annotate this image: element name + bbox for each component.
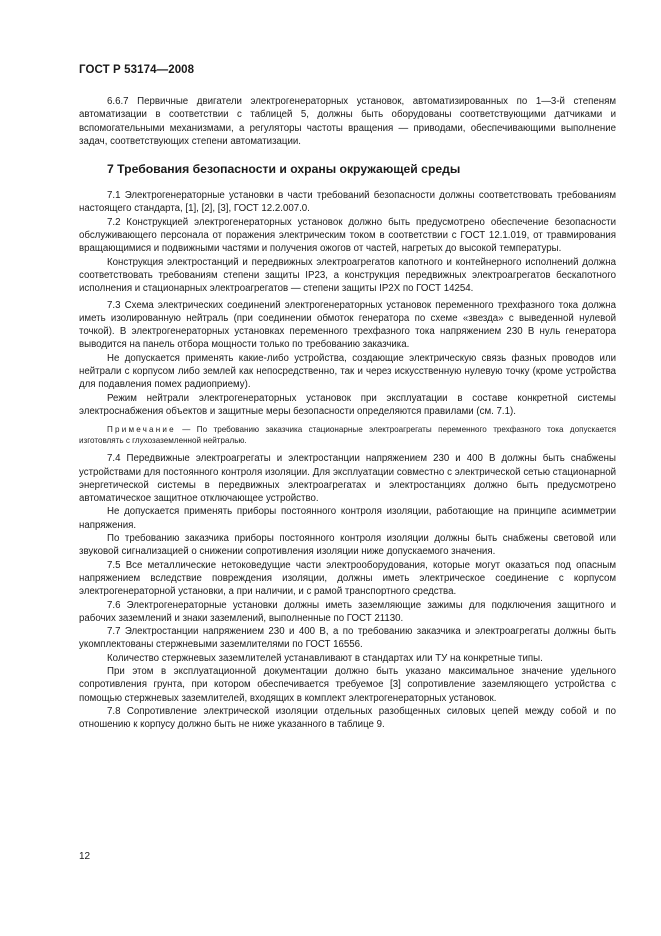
paragraph-7-4: 7.4 Передвижные электроагрегаты и электростанции напряжением 230 и 400 В должны быть снабжены устройствами для постоянного контроля изоляции. Для эксплуатации совместно с электрической сетью стационарной энергетической системы в передвижных электроагрегатах и электростанциях должно быть предусмотрено автоматическое защитное отключающее устройство.: [79, 453, 616, 505]
paragraph-7-2: 7.2 Конструкцией электрогенераторных установок должно быть предусмотрено обеспечение безопасности обслуживающего персонала от поражения электрическим током в соответствии с ГОСТ 12.1.019, от травмирования вращающимися и подвижными частями и получения ожогов от частей, нагретых до высокой температуры.: [79, 216, 616, 255]
note: [79, 424, 616, 446]
paragraph-7-3-c: Режим нейтрали электрогенераторных установок при эксплуатации в составе конкретной системы электроснабжения объектов и защитные меры безопасности определяются правилами (см. 7.1).: [79, 392, 616, 417]
paragraph-7-1: 7.1 Электрогенераторные установки в части требований безопасности должны соответствовать требованиям настоящего стандарта, [1], [2], [3], ГОСТ 12.2.007.0.: [79, 190, 616, 215]
page-content: [79, 95, 616, 731]
paragraph-7-5: 7.5 Все металлические нетоковедущие части электрооборудования, которые могут оказаться под опасным напряжением вследствие повреждения изоляции, должны иметь электрическое соединение с корпусом электрогенераторной установки, а при наличии, и с рамой транспортного средства.: [79, 559, 616, 598]
paragraph-7-4-c: По требованию заказчика приборы постоянного контроля изоляции должны быть снабжены световой или звуковой сигнализацией о снижении сопротивления изоляции ниже допускаемого значения.: [79, 533, 616, 558]
paragraph-7-2-b: Конструкция электростанций и передвижных электроагрегатов капотного и контейнерного исполнений должна соответствовать требованиям степени защиты IP23, а конструкция передвижных электроагрегатов бескапотного исполнения и стационарных электроагрегатов — степени защиты IP2X по ГОСТ 14254.: [79, 256, 616, 295]
paragraph-7-6: 7.6 Электрогенераторные установки должны иметь заземляющие зажимы для подключения защитного и рабочих заземлений и знаки заземлений, выполненные по ГОСТ 21130.: [79, 599, 616, 624]
page-number: 12: [79, 851, 91, 862]
paragraph-7-3: 7.3 Схема электрических соединений электрогенераторных установок переменного трехфазного тока должна иметь изолированную нейтраль (при соединении обмоток генератора по схеме «звезда» с выведенной нулевой точкой). В электрогенераторных установках переменного трехфазного тока напряжением 230 В нуль генератора выводится на панель отбора мощности только по требованию заказчика.: [79, 299, 616, 351]
paragraph-7-3-b: Не допускается применять какие-либо устройства, создающие электрическую связь фазных проводов или нейтрали с корпусом либо землей как непосредственно, так и через искусственную нулевую точку (кроме устройства для подавления помех радиоприему).: [79, 352, 616, 391]
paragraph-7-8: 7.8 Сопротивление электрической изоляции отдельных разобщенных силовых цепей между собой и по отношению к корпусу должно быть не ниже указанного в таблице 9.: [79, 705, 616, 731]
paragraph-7-7: 7.7 Электростанции напряжением 230 и 400 В, а по требованию заказчика и электроагрегаты должны быть укомплектованы стержневыми заземлителями по ГОСТ 16556.: [79, 626, 616, 651]
paragraph-7-4-b: Не допускается применять приборы постоянного контроля изоляции, работающие на принципе асимметрии напряжения.: [79, 506, 616, 531]
section-7-title: 7 Требования безопасности и охраны окружающей среды: [107, 162, 461, 177]
note-label: Примечание: [107, 425, 176, 435]
paragraph-7-7-b: Количество стержневых заземлителей устанавливают в стандартах или ТУ на конкретные типы.: [107, 652, 543, 664]
paragraph-7-7-c: При этом в эксплуатационной документации должно быть указано максимальное значение удельного сопротивления грунта, при котором обеспечивается требуемое [3] сопротивление заземляющего устройства с помощью стержневых заземлителей, входящих в комплект электрогенераторных установок.: [79, 665, 616, 704]
paragraph-6-6-7: 6.6.7 Первичные двигатели электрогенераторных установок, автоматизированных по 1—3-й степеням автоматизации в соответствии с таблицей 5, должны быть оборудованы соответствующими датчиками и вспомогательными механизмами, а регуляторы частоты вращения — приводами, обеспечивающими выполнение задач, соответствующих степени автоматизации.: [79, 96, 616, 147]
note-text: — По требованию заказчика стационарные электроагрегаты переменного трехфазного тока допускается изготовлять с глухозаземленной нейтралью.: [79, 425, 616, 446]
document-header: ГОСТ Р 53174—2008: [79, 64, 195, 76]
